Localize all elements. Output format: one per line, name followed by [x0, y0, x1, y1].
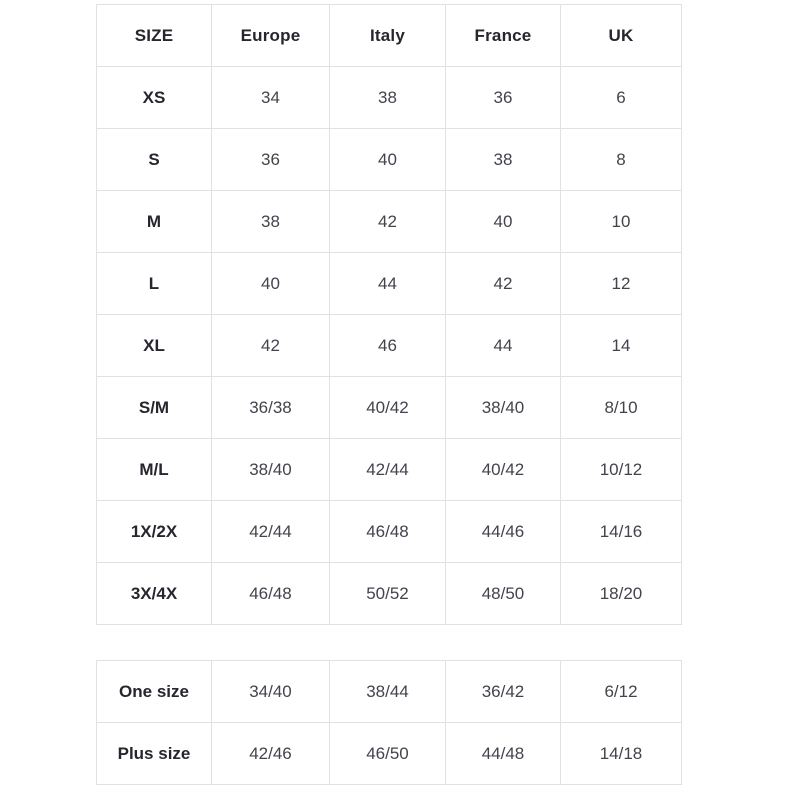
row-label: One size: [97, 661, 212, 723]
size-conversion-table: [96, 4, 682, 625]
special-sizes-table: [96, 660, 682, 785]
size-value-cell: 38: [330, 67, 446, 129]
row-label: S: [97, 129, 212, 191]
size-value-cell: 14/16: [561, 501, 682, 563]
table-row: [97, 377, 682, 439]
size-value-cell: 44/48: [446, 723, 561, 785]
size-value-cell: 46/48: [212, 563, 330, 625]
size-value-cell: 36/38: [212, 377, 330, 439]
row-label: Plus size: [97, 723, 212, 785]
size-value-cell: 46/50: [330, 723, 446, 785]
size-value-cell: 42: [446, 253, 561, 315]
size-value-cell: 8/10: [561, 377, 682, 439]
size-value-cell: 38: [446, 129, 561, 191]
size-value-cell: 44/46: [446, 501, 561, 563]
table-row: [97, 723, 682, 785]
size-value-cell: 38: [212, 191, 330, 253]
size-value-cell: 34/40: [212, 661, 330, 723]
size-value-cell: 40/42: [330, 377, 446, 439]
table-row: [97, 191, 682, 253]
column-header: SIZE: [97, 5, 212, 67]
size-value-cell: 36: [212, 129, 330, 191]
size-value-cell: 36: [446, 67, 561, 129]
table-row: [97, 129, 682, 191]
size-table-header: [97, 5, 682, 67]
size-value-cell: 40: [330, 129, 446, 191]
size-value-cell: 40/42: [446, 439, 561, 501]
size-value-cell: 14/18: [561, 723, 682, 785]
size-value-cell: 6/12: [561, 661, 682, 723]
table-row: [97, 563, 682, 625]
size-value-cell: 44: [446, 315, 561, 377]
size-value-cell: 44: [330, 253, 446, 315]
size-value-cell: 46: [330, 315, 446, 377]
row-label: XL: [97, 315, 212, 377]
table-row: [97, 439, 682, 501]
size-value-cell: 42: [212, 315, 330, 377]
size-value-cell: 10/12: [561, 439, 682, 501]
table-row: [97, 315, 682, 377]
column-header: UK: [561, 5, 682, 67]
size-value-cell: 38/40: [212, 439, 330, 501]
size-value-cell: 6: [561, 67, 682, 129]
row-label: 1X/2X: [97, 501, 212, 563]
column-header: Italy: [330, 5, 446, 67]
size-value-cell: 8: [561, 129, 682, 191]
row-label: L: [97, 253, 212, 315]
size-value-cell: 12: [561, 253, 682, 315]
size-value-cell: 48/50: [446, 563, 561, 625]
row-label: 3X/4X: [97, 563, 212, 625]
size-value-cell: 38/40: [446, 377, 561, 439]
size-value-cell: 18/20: [561, 563, 682, 625]
table-row: [97, 253, 682, 315]
size-conversion-chart: [96, 4, 681, 785]
size-value-cell: 40: [212, 253, 330, 315]
row-label: XS: [97, 67, 212, 129]
size-value-cell: 36/42: [446, 661, 561, 723]
size-value-cell: 46/48: [330, 501, 446, 563]
size-value-cell: 42: [330, 191, 446, 253]
size-value-cell: 14: [561, 315, 682, 377]
table-row: [97, 501, 682, 563]
column-header: France: [446, 5, 561, 67]
table-row: [97, 67, 682, 129]
size-table-body: [97, 67, 682, 625]
row-label: M/L: [97, 439, 212, 501]
row-label: M: [97, 191, 212, 253]
table-row: [97, 661, 682, 723]
size-value-cell: 34: [212, 67, 330, 129]
size-value-cell: 10: [561, 191, 682, 253]
column-header: Europe: [212, 5, 330, 67]
header-row: [97, 5, 682, 67]
size-value-cell: 38/44: [330, 661, 446, 723]
size-value-cell: 42/44: [212, 501, 330, 563]
special-sizes-body: [97, 661, 682, 785]
size-value-cell: 40: [446, 191, 561, 253]
size-value-cell: 42/44: [330, 439, 446, 501]
size-value-cell: 50/52: [330, 563, 446, 625]
size-value-cell: 42/46: [212, 723, 330, 785]
row-label: S/M: [97, 377, 212, 439]
